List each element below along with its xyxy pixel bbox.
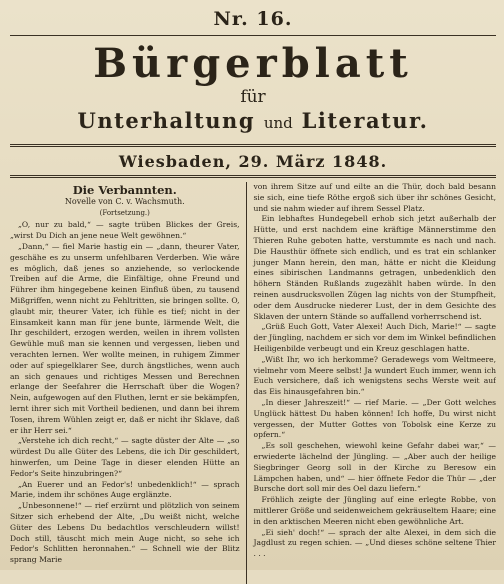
continued-note: (Fortsetzung.)	[99, 208, 150, 217]
subtitle-literatur: Literatur.	[301, 108, 429, 133]
subtitle-unterhaltung: Unterhaltung	[77, 108, 256, 133]
right-column	[247, 182, 496, 584]
subtitle-line	[10, 108, 496, 136]
right-paragraph: Fröhlich zeigte der Jüngling auf eine erlegte Robbe, von mittlerer Größe und seidenweichem gekräuseltem Haare; eine in den arktischen Meeren nicht eben gewöhnliche Art.	[253, 495, 496, 526]
left-paragraph: „Dann,“ — fiel Marie hastig ein — „dann, theurer Vater, geschähe es zu unserm unfehlbaren Verderben. Wie wäre es möglich, daß jenes so anziehende, so verlockende Treiben auf die Arme, die Einfältige, ohne Freund und Führer ihm hingegebene keinen Einfluß üben, zu tausend Mißgriffen, wenn nicht zu Fehltritten, sie bringen sollte. O, glaubt mir, theurer Vater, ich fühle es tief; nicht in der Einsamkeit kann man für jene bunte, lärmende Welt, die Ihr geschildert, erzogen werden, weilen in ihrem vollsten Gewühle muß man sie kennen und vergessen, lieben und verachten lernen. Wer wollte meinen, in ruhigem Zimmer oder auf spiegelklarer See, durch ängstliches, wenn auch an sich genaues und richtiges Messen und Berechnen erlange der Seefahrer die Herrschaft über die Wogen? Nein, aufgewogen auf den Fluthen, lernt er sie bekämpfen, lernt ihrer sich mit Vortheil bedienen, und dann bei ihrem Tosen, ihrem Wühlen zeigt er, daß er nicht ihr Sklave, daß er ihr Herr sei.“	[10, 241, 240, 435]
right-paragraph: „In dieser Jahreszeit!“ — rief Marie. — „Der Gott welches Unglück hättest Du haben können! Ich hoffe, Du wirst nicht vergessen, der Mutter Gottes von Tobolsk eine Kerze zu opfern.“	[253, 397, 496, 440]
left-paragraph: „An Euerer und an Fedor's! unbedenklich!“ — sprach Marie, indem ihr schönes Auge erglänzte.	[10, 479, 240, 500]
masthead-title: Bürgerblatt	[93, 40, 413, 87]
header-rule	[10, 35, 496, 36]
right-paragraph: Ein lebhaftes Hundegebell erhob sich jetzt außerhalb der Hütte, und erst nachdem eine kräftige Männerstimme den Thieren Ruhe geboten hatte, verstummte es nach und nach. Die Hausthür öffnete sich endlich, und es trat ein schlanker junger Mann herein, den man, hätte er nicht die Kleidung eines sibirischen Landmanns getragen, unbedenklich den höhern Ständen Rußlands zugezählt haben würde. In den reinen ausdrucksvollen Zügen lag nichts von der Stumpfheit, oder dem Ausdrucke niederer Lust, der in dem Gesichte des Sklaven der untern Stände so auffallend vorherrschend ist.	[253, 214, 496, 321]
left-paragraph: „Verstehe ich dich recht,“ — sagte düster der Alte — „so würdest Du alle Güter des Lebens, die ich Dir geschildert, hinwerfen, um Deine Tage in dieser elenden Hütte an Fedor's Seite hinzubringen?“	[10, 436, 240, 478]
right-paragraph: „Wißt Ihr, wo ich herkomme? Geradewegs vom Weltmeere, vielmehr vom Meere selbst! Ja wundert Euch immer, wenn ich Euch versichere, daß ich wenigstens sechs Werste weit auf das Eis hinausgefahren bin.“	[253, 354, 496, 397]
right-paragraph: „Grüß Euch Gott, Vater Alexei! Auch Dich, Marie!“ — sagte der Jüngling, nachdem er sich vor dem im Winkel befindlichen Heiligenbilde verbeugt und ein Kreuz geschlagen hatte.	[253, 322, 496, 353]
article-columns	[10, 182, 496, 584]
left-paragraph: „O, nur zu bald,“ — sagte trüben Blickes der Greis, „wirst Du Dich an jene neue Welt gewöhnen.“	[10, 220, 240, 241]
subtitle-fuer: für	[240, 87, 266, 107]
right-paragraph: von ihrem Sitze auf und eilte an die Thür, doch bald besann sie sich, eine tiefe Röthe ergoß sich über ihr schönes Gesicht, und sie nahm wieder auf ihrem Sessel Platz.	[253, 182, 496, 213]
left-column	[10, 182, 246, 584]
dateline: Wiesbaden, 29. März 1848.	[10, 144, 496, 178]
article-title: Die Verbannten.	[72, 183, 177, 197]
left-paragraph: „Unbesonnene!“ — rief erzürnt und plötzlich von seinem Sitzer sich erhebend der Alte, „Du weißt nicht, welche Güter des Lebens Du bedachtlos verschleudern willst! Doch still, täuscht mich mein Auge nicht, so sehe ich Fedor's Schlitten heronnahen.“ — Schnell wie der Blitz sprang Marie	[10, 501, 240, 565]
subtitle-und: und	[263, 114, 293, 132]
issue-number: Nr. 16.	[213, 8, 293, 30]
article-author: Novelle von C. v. Wachsmuth.	[64, 196, 185, 206]
right-paragraph: „Ei sieh' doch!“ — sprach der alte Alexei, in dem sich die Jagdlust zu regen schien. — „Und dieses schöne seltene Thier . . .	[253, 527, 496, 559]
right-paragraph: „Es soll geschehen, wiewohl keine Gefahr dabei war,“ — erwiederte lächelnd der Jüngling. — „Aber auch der heilige Siegbringer Georg soll in der Kirche zu Beresow ein Lämpchen haben, und“ — hier öffnete Fedor die Thür — „der Bursche dort soll mir des Oel dazu liefern.“	[253, 441, 496, 494]
